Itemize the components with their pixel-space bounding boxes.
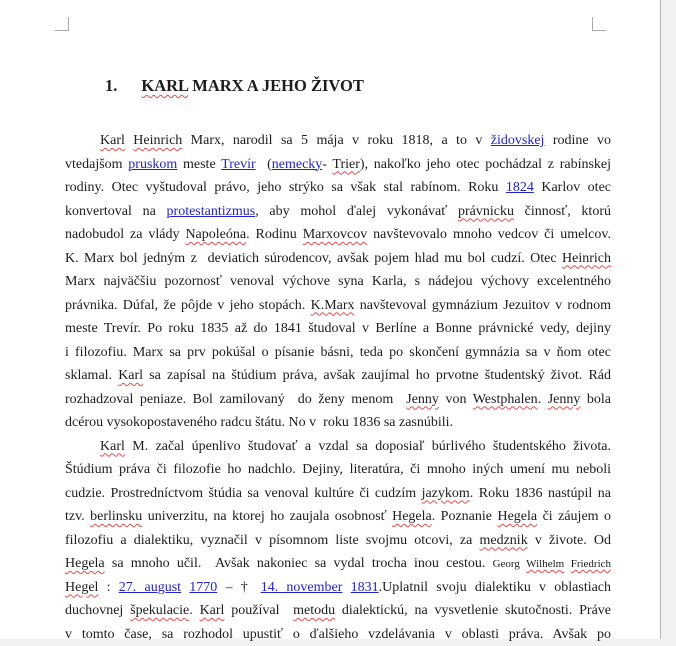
text-run: . (189, 603, 199, 618)
text-line (65, 270, 611, 294)
text-run (342, 580, 350, 595)
misspelled-word: Karl (200, 603, 225, 618)
text-run: sa zapísal na štúdium práva, avšak zaujímal ho prvotne študentský život. Rád (143, 368, 611, 383)
misspelled-word: právnicku (458, 204, 514, 219)
misspelled-word: jazykom (422, 486, 470, 501)
misspelled-word: Hegela (65, 556, 105, 571)
text-run: M. začal úpenlivo študovať a vzdal sa doposiaľ búrlivého študentského života. (125, 439, 611, 454)
text-line (65, 317, 611, 341)
misspelled-word: berlinsku (90, 509, 142, 524)
text-run: či záujem o (537, 509, 611, 524)
text-line (65, 623, 611, 646)
misspelled-word: Marxovcov (303, 227, 368, 242)
text-run: von (439, 392, 473, 407)
misspelled-word: K.Marx (311, 298, 355, 313)
text-run: , aby mohol ďalej vykonávať (255, 204, 458, 219)
text-run: Karlov otec (534, 180, 611, 195)
text-line (65, 364, 611, 388)
document-body (65, 129, 611, 646)
text-run: rozhadzoval peniaze. Bol zamilovaný do ženy menom (65, 392, 406, 407)
text-run: sa mnoho učil. Avšak nakoniec sa vydal trocha inou cestou. (105, 556, 493, 571)
hyperlink[interactable]: 27. august (119, 580, 181, 595)
text-line (65, 482, 611, 506)
misspelled-word: Trier (332, 157, 360, 172)
text-run: Marx najväčšiu pozornosť venoval výchove syna Karla, s nádejou výchovy excelentného (65, 274, 611, 289)
hyperlink[interactable]: pruskom (128, 157, 177, 172)
text-run: bola (580, 392, 611, 407)
text-run: univerzitu, na ktorej ho zaujala osobnosť (142, 509, 392, 524)
text-run: Štúdium práva či filozofie ho nadchlo. Dejiny, literatúra, či mnoho iných umení mu neboli (65, 462, 611, 477)
text-run: dcérou vysokopostaveného radcu štátu. No v roku 1836 sa zasnúbili. (65, 415, 453, 430)
section-heading (105, 76, 364, 96)
margin-corner-mark-left (55, 17, 69, 31)
misspelled-word: Hegela (497, 509, 537, 524)
text-run: .Uplatnil svoju dialektiku v oblastiach (379, 580, 611, 595)
misspelled-word: Karl (100, 439, 125, 454)
text-line (65, 435, 611, 459)
misspelled-word: Heinrich (562, 251, 611, 266)
text-run: konvertoval na (65, 204, 167, 219)
heading-title (141, 76, 363, 95)
text-run: . Poznanie (432, 509, 498, 524)
text-run: používal (224, 603, 293, 618)
text-run: . (538, 392, 548, 407)
text-run: navštevoval gymnázium Jezuitov v rodnom (355, 298, 611, 313)
text-run: nadobudol za vlády (65, 227, 185, 242)
text-run: v tomto čase, sa rozhodol upustiť o ďalšieho vzdelávania v oblasti práva. Avšak po (65, 627, 611, 642)
misspelled-word: medznik (479, 533, 527, 548)
text-line (65, 411, 611, 435)
text-run: navštevovalo mnoho vedcov či umelcov. (367, 227, 611, 242)
hyperlink[interactable]: Trevír (221, 157, 256, 172)
text-run: - (322, 157, 332, 172)
misspelled-word: Heinrich (133, 133, 182, 148)
text-run: meste Trevír. Po roku 1835 až do 1841 študoval v Berlíne a Bonne právnické vedy, dejiny (65, 321, 611, 336)
misspelled-word: Napoleóna (185, 227, 246, 242)
misspelled-word: KARL (141, 76, 188, 95)
misspelled-word: Hegel (65, 580, 98, 595)
text-line (65, 294, 611, 318)
hyperlink[interactable]: 14. november (261, 580, 343, 595)
text-run: . Rodinu (246, 227, 303, 242)
text-run: filozofiu a dialektiku, vyznačil v písomnom liste svojmu otcovi, za (65, 533, 479, 548)
hyperlink[interactable]: 1824 (506, 180, 534, 195)
small-misspelled-word: Wilhelm (526, 558, 564, 570)
text-line (65, 576, 611, 600)
text-run: duchovnej (65, 603, 130, 618)
text-run: : (98, 580, 118, 595)
text-run: sklamal. (65, 368, 118, 383)
hyperlink[interactable]: 1831 (351, 580, 379, 595)
text-run: Marx, narodil sa 5 mája v roku 1818, a to v (182, 133, 490, 148)
misspelled-word: metodu (293, 603, 335, 618)
text-line (65, 247, 611, 271)
text-line (65, 388, 611, 412)
small-misspelled-word: Friedrich (571, 558, 611, 570)
text-run: MARX A JEHO ŽIVOT (188, 76, 364, 95)
text-line (65, 529, 611, 553)
text-run: vtedajšom (65, 157, 128, 172)
small-text-run: Georg (493, 558, 527, 570)
text-run: K. Marx bol jedným z deviatich súrodencov, avšak pojem hlad mu bol cudzí. Otec (65, 251, 562, 266)
text-line (65, 153, 611, 177)
text-run: tzv. (65, 509, 90, 524)
misspelled-word: Hegela (392, 509, 432, 524)
misspelled-word: Westphalen (473, 392, 538, 407)
text-run: dialektickú, na vysvetlenie skutočnosti. Práve (335, 603, 611, 618)
text-run: meste (177, 157, 221, 172)
text-line (65, 200, 611, 224)
text-line (65, 176, 611, 200)
text-line (65, 505, 611, 529)
misspelled-word: Jenny (548, 392, 581, 407)
misspelled-word: špekulacie (130, 603, 189, 618)
text-run: v živote. Od (528, 533, 611, 548)
text-line (65, 458, 611, 482)
text-run: rodiny. Otec vyštudoval právo, jeho strýko sa však stal rabínom. Roku (65, 180, 506, 195)
hyperlink[interactable]: 1770 (189, 580, 217, 595)
misspelled-word: Jenny (406, 392, 439, 407)
text-run: . Roku 1836 nastúpil na (470, 486, 611, 501)
text-run: ), nakoľko jeho otec pochádzal z rabínskej (360, 157, 611, 172)
text-run: – † (217, 580, 260, 595)
hyperlink[interactable]: nemecky (272, 157, 323, 172)
misspelled-word: Karl (118, 368, 143, 383)
text-line (65, 341, 611, 365)
text-run: ( (256, 157, 272, 172)
text-run: rodine vo (544, 133, 611, 148)
text-run: činnosť, ktorú (514, 204, 611, 219)
text-run: právnika. Dúfal, že pôjde v jeho stopách. (65, 298, 311, 313)
margin-corner-mark-right (592, 17, 606, 31)
text-line (65, 223, 611, 247)
hyperlink[interactable]: protestantizmus (167, 204, 256, 219)
text-run: i filozofiu. Marx sa prv pokúšal o písanie básni, teda po skončení gymnázia sa v ňom otec (65, 345, 611, 360)
heading-number: 1. (105, 76, 117, 96)
text-line (65, 552, 611, 576)
hyperlink[interactable]: židovskej (491, 133, 545, 148)
text-line (65, 129, 611, 153)
misspelled-word: Karl (100, 133, 125, 148)
text-run: cudzie. Prostredníctvom štúdia sa venoval kultúre či cudzím (65, 486, 422, 501)
text-line (65, 599, 611, 623)
